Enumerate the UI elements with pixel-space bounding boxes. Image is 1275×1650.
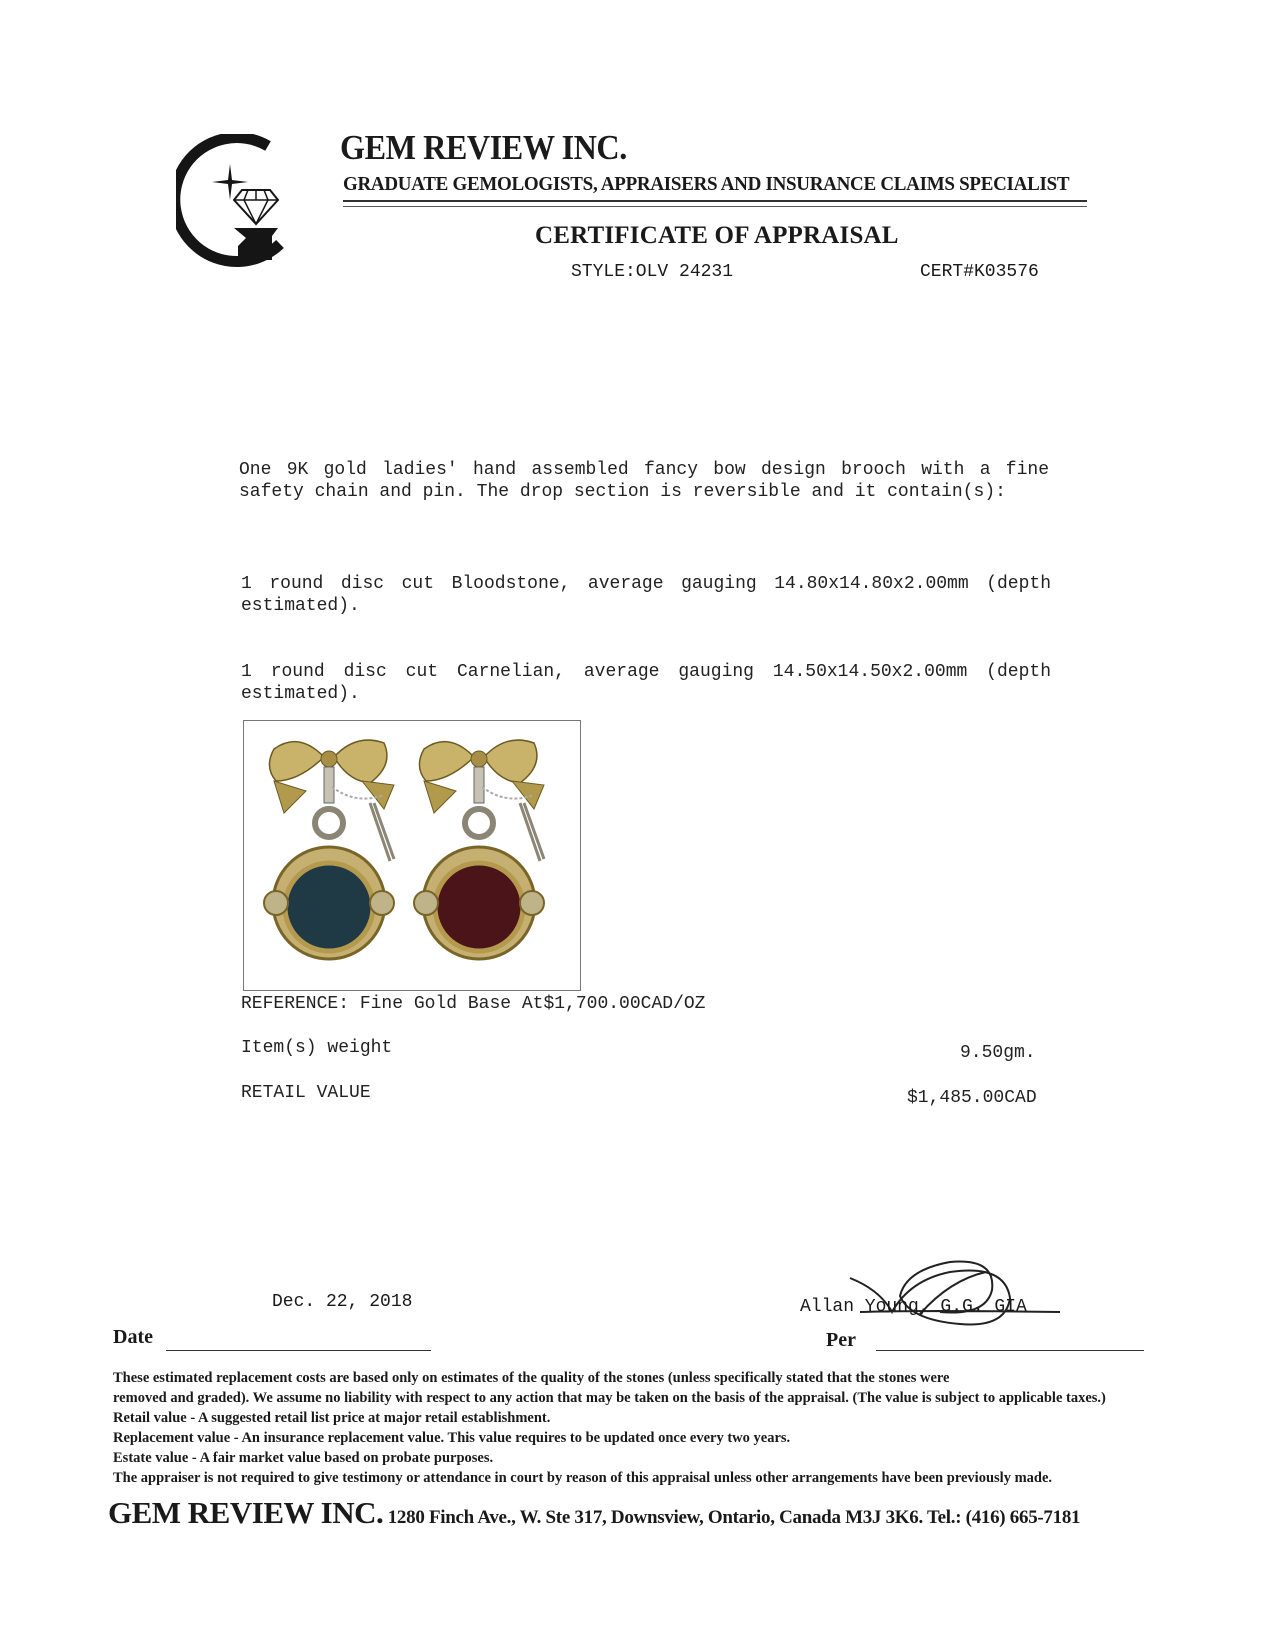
gold-reference-price: REFERENCE: Fine Gold Base At$1,700.00CAD/OZ (241, 994, 706, 1014)
retail-value-amount: $1,485.00CAD (907, 1088, 1037, 1108)
footer-address: 1280 Finch Ave., W. Ste 317, Downsview, Ontario, Canada M3J 3K6. Tel.: (416) 665-7181 (383, 1507, 1081, 1528)
company-name: GEM REVIEW INC. (340, 128, 627, 167)
weight-label: Item(s) weight (241, 1038, 393, 1058)
stone-description-carnelian: 1 round disc cut Carnelian, average gauging 14.50x14.50x2.00mm (depth estimated). (241, 662, 1051, 704)
retail-value-label: RETAIL VALUE (241, 1083, 371, 1103)
disclaimer-line: These estimated replacement costs are based only on estimates of the quality of the stones (unless specifically stated that the stones were (113, 1370, 950, 1386)
appraiser-name: Allan Young, G.G. GIA (800, 1297, 1027, 1317)
footer-company-name: GEM REVIEW INC. (108, 1495, 384, 1530)
disclaimer-line: Replacement value - An insurance replacement value. This value requires to be updated once every two years. (113, 1430, 791, 1446)
disclaimer-line: The appraiser is not required to give testimony or attendance in court by reason of this appraisal unless other arrangements have been previously made. (113, 1470, 1053, 1486)
per-signature-line (876, 1350, 1144, 1351)
appraiser-signature (800, 1250, 1090, 1340)
disclaimer-line: removed and graded). We assume no liability with respect to any action that may be taken on the basis of the appraisal. (The value is subject to applicable taxes.) (113, 1390, 1106, 1406)
company-logo (176, 134, 296, 274)
brooch-bloodstone-side (264, 740, 394, 959)
per-label: Per (826, 1329, 856, 1351)
footer (108, 1495, 1080, 1531)
weight-value: 9.50gm. (960, 1043, 1036, 1063)
disclaimer-line: Estate value - A fair market value based on probate purposes. (113, 1450, 494, 1466)
stone-description-bloodstone: 1 round disc cut Bloodstone, average gauging 14.80x14.80x2.00mm (depth estimated). (241, 574, 1051, 616)
disclaimer (113, 1368, 1193, 1488)
certificate-title: CERTIFICATE OF APPRAISAL (535, 222, 899, 249)
brooch-carnelian-side (414, 740, 544, 959)
style-number: STYLE:OLV 24231 (571, 262, 734, 282)
appraisal-date: Dec. 22, 2018 (272, 1292, 413, 1312)
item-photo (243, 720, 581, 991)
company-tagline: GRADUATE GEMOLOGISTS, APPRAISERS AND INSURANCE CLAIMS SPECIALIST (343, 173, 1070, 195)
certificate-number: CERT#K03576 (920, 262, 1039, 282)
item-description: One 9K gold ladies' hand assembled fancy bow design brooch with a fine safety chain and pin. The drop section is reversible and it contain(s): (239, 460, 1049, 502)
header-divider-thin (343, 206, 1087, 207)
date-signature-line (166, 1350, 431, 1351)
header-divider (343, 200, 1087, 202)
disclaimer-line: Retail value - A suggested retail list price at major retail establishment. (113, 1410, 551, 1426)
date-label: Date (113, 1326, 153, 1348)
